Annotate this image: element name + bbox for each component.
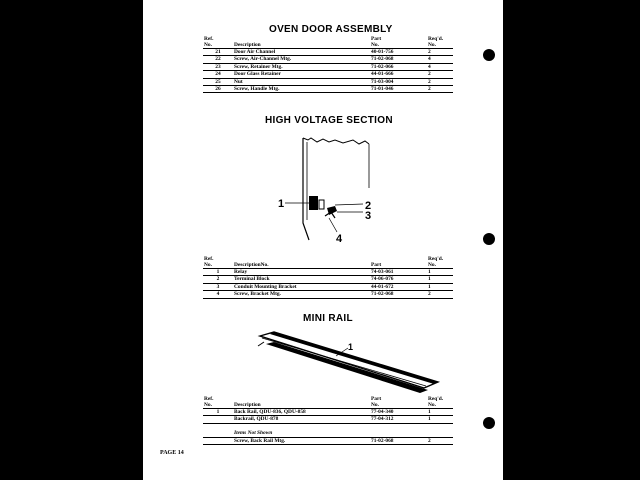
part-cell: 77-04-312 — [370, 416, 427, 423]
req-cell: 1 — [427, 409, 453, 416]
ref-cell: 26 — [203, 86, 233, 93]
req-cell: 2 — [427, 49, 453, 56]
part-cell: 71-02-066 — [370, 63, 427, 70]
req-cell: 1 — [427, 269, 453, 276]
description-header: Description — [233, 396, 370, 409]
req-cell: 4 — [427, 56, 453, 63]
part-cell: 77-04-340 — [370, 409, 427, 416]
ref-cell — [203, 416, 233, 423]
page-label: PAGE 14 — [160, 450, 184, 456]
description-cell: Conduit Mounting Bracket — [233, 283, 370, 290]
spacer-row — [203, 423, 453, 430]
req-cell: 2 — [427, 291, 453, 298]
part-header: Part No. — [370, 36, 427, 49]
part-cell: 74-06-076 — [370, 276, 427, 283]
table-row — [203, 78, 453, 85]
table-row — [203, 49, 453, 56]
description-cell: Terminal Block — [233, 276, 370, 283]
ref-cell — [203, 437, 233, 444]
table-row — [203, 63, 453, 70]
ref-cell: 25 — [203, 78, 233, 85]
part-cell: 74-03-061 — [370, 269, 427, 276]
description-cell: Screw, Back Rail Mtg. — [233, 437, 370, 444]
req-cell: 2 — [427, 437, 453, 444]
ref-header: Ref. No. — [203, 256, 233, 269]
ref-header: Ref. No. — [203, 396, 233, 409]
description-cell: Door Air Channel — [233, 49, 370, 56]
req-cell: 2 — [427, 78, 453, 85]
table-row — [203, 276, 453, 283]
description-header: Description — [233, 36, 370, 49]
part-cell: 71-02-068 — [370, 437, 427, 444]
ref-cell: 23 — [203, 63, 233, 70]
table-row — [203, 269, 453, 276]
part-header: Part No. — [370, 396, 427, 409]
req-cell: 1 — [427, 416, 453, 423]
description-cell: Screw, Handle Mtg. — [233, 86, 370, 93]
binder-hole — [483, 49, 495, 61]
part-cell: 44-01-666 — [370, 71, 427, 78]
part-header: Part — [370, 256, 427, 269]
description-cell: Door Glass Retainer — [233, 71, 370, 78]
req-header: Req'd. No. — [427, 396, 453, 409]
req-cell: 2 — [427, 71, 453, 78]
part-cell: 71-01-046 — [370, 86, 427, 93]
binder-hole — [483, 233, 495, 245]
table-row — [203, 283, 453, 290]
description-cell: Back Rail, QDU-836, QDU-858 — [233, 409, 370, 416]
ref-cell: 24 — [203, 71, 233, 78]
req-cell: 1 — [427, 283, 453, 290]
ref-header: Ref. No. — [203, 36, 233, 49]
description-cell: Nut — [233, 78, 370, 85]
description-cell: Relay — [233, 269, 370, 276]
part-cell: 44-01-672 — [370, 283, 427, 290]
mini-rail-diagram — [248, 326, 448, 398]
part-cell: 71-02-068 — [370, 56, 427, 63]
req-header: Req'd. No. — [427, 36, 453, 49]
callout-1: 1 — [278, 198, 285, 210]
ref-cell: 4 — [203, 291, 233, 298]
callout-2: 2 — [365, 200, 372, 212]
req-cell: 4 — [427, 63, 453, 70]
description-header: DescriptionNo. — [233, 256, 370, 269]
oven-door-title: OVEN DOOR ASSEMBLY — [269, 24, 393, 35]
req-header: Req'd. No. — [427, 256, 453, 269]
table-row — [203, 56, 453, 63]
req-cell: 2 — [427, 86, 453, 93]
description-cell: Screw, Retainer Mtg. — [233, 63, 370, 70]
high-voltage-title: HIGH VOLTAGE SECTION — [265, 115, 393, 126]
high-voltage-table — [203, 256, 453, 299]
description-cell: Screw, Air-Channel Mtg. — [233, 56, 370, 63]
table-row — [203, 71, 453, 78]
ref-cell: 21 — [203, 49, 233, 56]
table-row — [203, 291, 453, 298]
part-cell: 40-01-756 — [370, 49, 427, 56]
mini-rail-table — [203, 396, 453, 445]
not-shown-heading-row — [203, 430, 453, 437]
parts-page — [143, 0, 503, 480]
high-voltage-diagram — [273, 128, 393, 253]
table-row — [203, 409, 453, 416]
mini-rail-title: MINI RAIL — [303, 313, 353, 324]
callout-1: 1 — [348, 342, 354, 352]
items-not-shown-label: Items Not Shown — [233, 430, 453, 437]
req-cell: 1 — [427, 276, 453, 283]
part-cell: 71-03-004 — [370, 78, 427, 85]
callout-3: 3 — [365, 210, 372, 222]
ref-cell: 22 — [203, 56, 233, 63]
ref-cell: 1 — [203, 269, 233, 276]
table-row — [203, 416, 453, 423]
ref-cell: 3 — [203, 283, 233, 290]
part-cell: 71-02-068 — [370, 291, 427, 298]
description-cell: Screw, Bracket Mtg. — [233, 291, 370, 298]
relay-component — [309, 196, 318, 210]
table-row — [203, 86, 453, 93]
callout-4: 4 — [336, 233, 343, 245]
table-row — [203, 437, 453, 444]
description-cell: Backrail, QDU-878 — [233, 416, 370, 423]
oven-door-table — [203, 36, 453, 93]
ref-cell: 2 — [203, 276, 233, 283]
ref-cell: 1 — [203, 409, 233, 416]
binder-hole — [483, 417, 495, 429]
